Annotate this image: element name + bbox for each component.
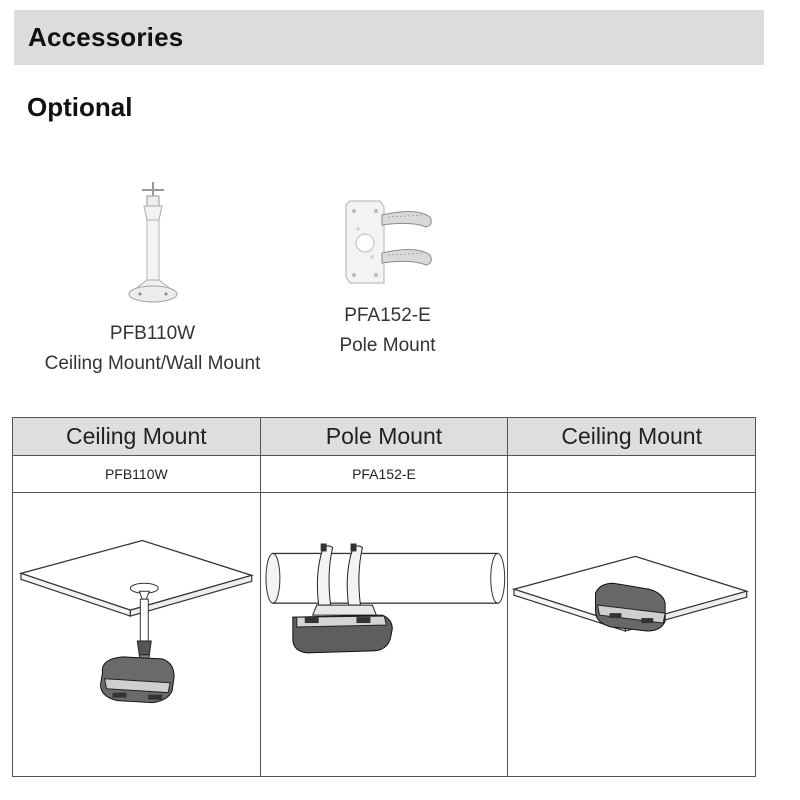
mount-model-code — [508, 456, 756, 493]
mount-type-header: Pole Mount — [260, 418, 508, 456]
accessory-model: PFB110W — [109, 323, 196, 344]
accessory-description: Pole Mount — [339, 335, 436, 356]
mount-type-header: Ceiling Mount — [13, 418, 261, 456]
mount-table — [12, 417, 756, 777]
pole-mount-installation — [260, 493, 508, 777]
section-title: Accessories — [28, 22, 184, 52]
mount-type-header: Ceiling Mount — [508, 418, 756, 456]
section-header-bar — [14, 10, 764, 65]
direct-ceiling-installation-drawing — [508, 493, 755, 776]
mount-illustration-row — [13, 493, 756, 777]
subsection-title: Optional — [27, 92, 133, 122]
ceiling-wall-bracket-image — [118, 180, 188, 305]
pole-mount-installation-drawing — [261, 493, 508, 776]
pole-mount-adapter-image — [338, 195, 438, 287]
mount-model-code: PFA152-E — [260, 456, 508, 493]
accessory-description: Ceiling Mount/Wall Mount — [44, 353, 261, 374]
accessory-card-pfb110w — [20, 180, 285, 376]
ceiling-bracket-installation — [13, 493, 261, 777]
mount-table-header-row — [13, 418, 756, 456]
accessory-card-pfa152e — [300, 195, 475, 358]
direct-ceiling-installation — [508, 493, 756, 777]
ceiling-bracket-installation-drawing — [13, 493, 260, 776]
accessory-model: PFA152-E — [344, 305, 431, 326]
mount-code-row — [13, 456, 756, 493]
mount-model-code: PFB110W — [13, 456, 261, 493]
